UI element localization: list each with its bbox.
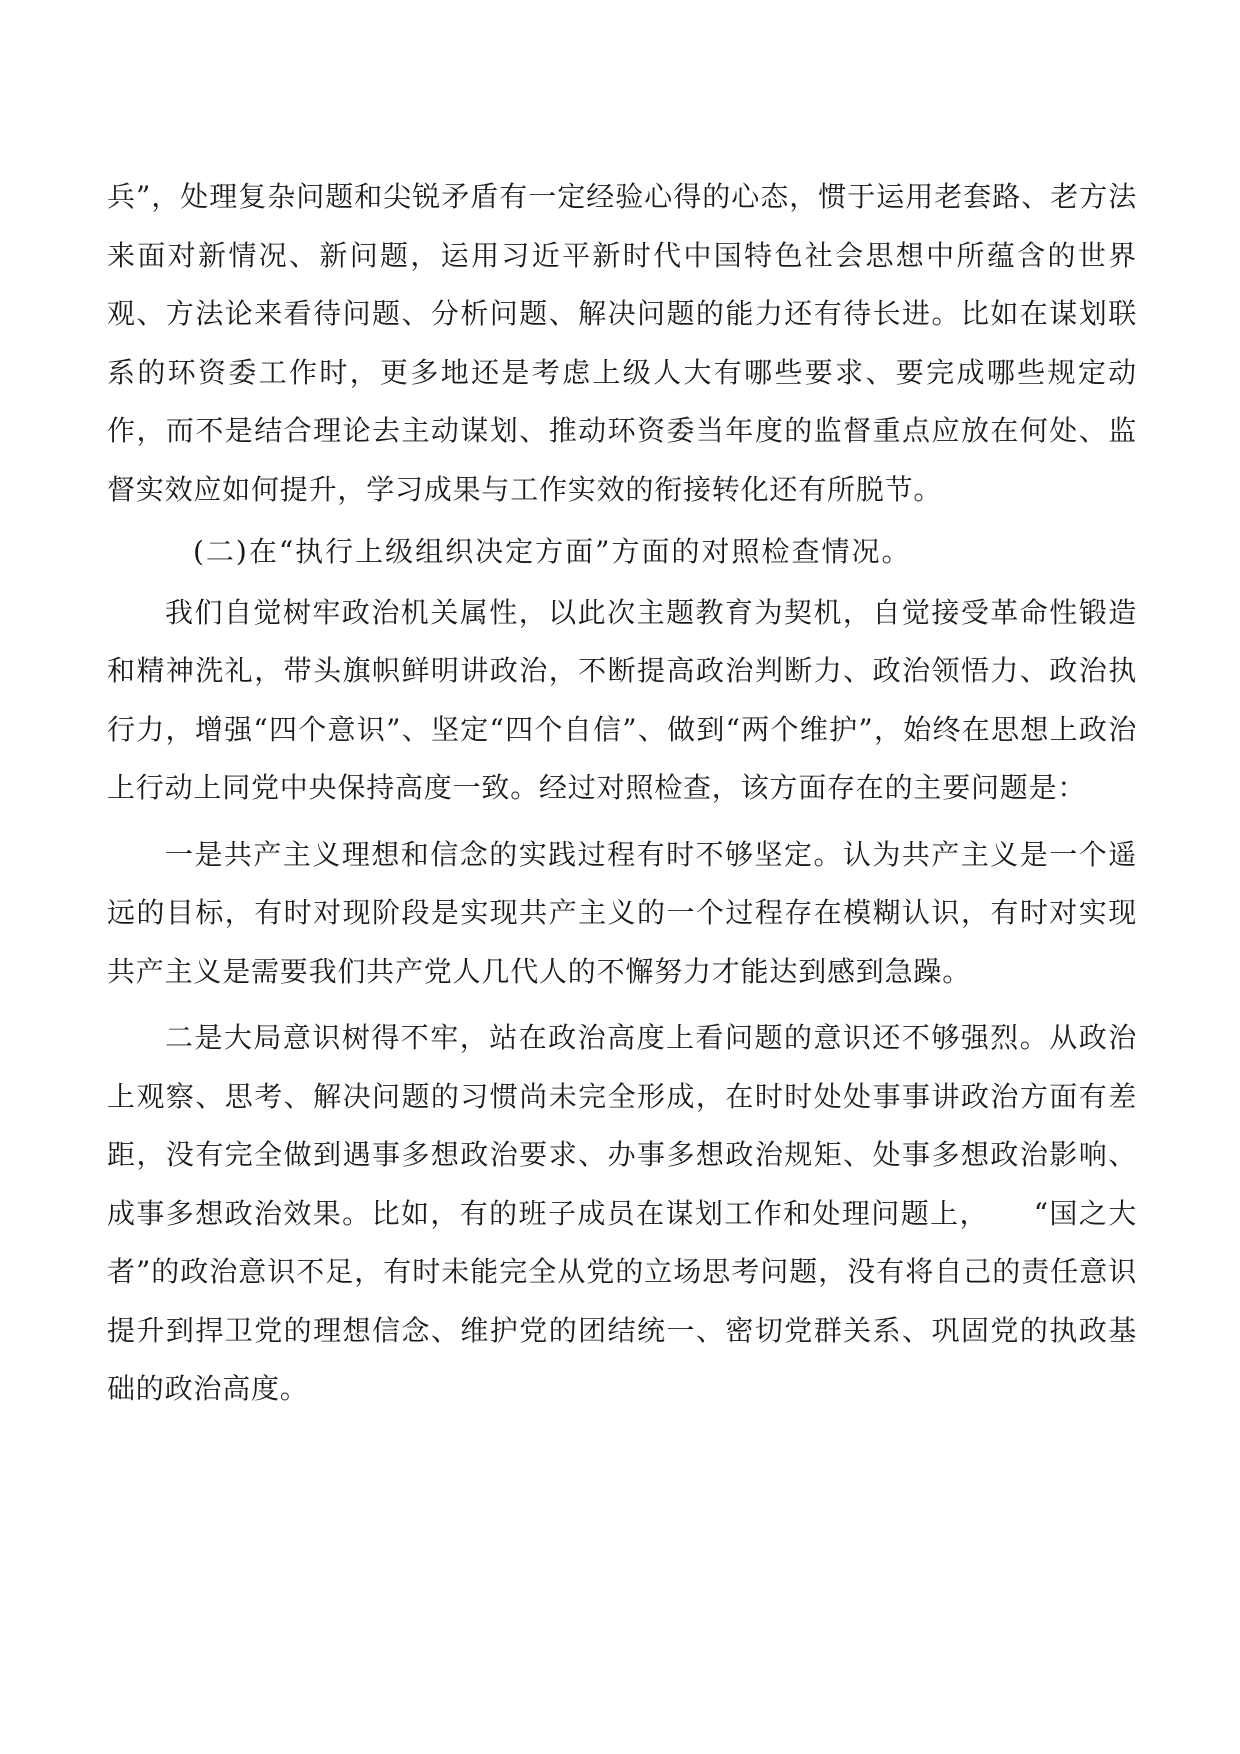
paragraph-point-two: 二是大局意识树得不牢，站在政治高度上看问题的意识还不够强烈。从政治上观察、思考、解决问题的习惯尚未完全形成，在时时处处事事讲政治方面有差距，没有完全做到遇事多想政治要求、办事多想政治规矩、处事多想政治影响、成事多想政治效果。比如，有的班子成员在谋划工作和处理问题上， “国之大者”的政治意识不足，有时未能完全从党的立场思考问题，没有将自己的责任意识提升到捍卫党的理想信念、维护党的团结统一、密切党群关系、巩固党的执政基础的政治高度。 bbox=[107, 1021, 1137, 1405]
paragraph-continued: 兵”，处理复杂问题和尖锐矛盾有一定经验心得的心态，惯于运用老套路、老方法来面对新情况、新问题，运用习近平新时代中国特色社会思想中所蕴含的世界观、方法论来看待问题、分析问题、解决问题的能力还有待长进。比如在谋划联系的环资委工作时，更多地还是考虑上级人大有哪些要求、要完成哪些规定动作，而不是结合理论去主动谋划、推动环资委当年度的监督重点应放在何处、监督实效应如何提升，学习成果与工作实效的衔接转化还有所脱节。 bbox=[107, 180, 1137, 506]
paragraph-intro: 我们自觉树牢政治机关属性，以此次主题教育为契机，自觉接受革命性锻造和精神洗礼，带头旗帜鲜明讲政治，不断提高政治判断力、政治领悟力、政治执行力，增强“四个意识”、坚定“四个自信”、做到“两个维护”，始终在思想上政治上行动上同党中央保持高度一致。经过对照检查，该方面存在的主要问题是： bbox=[107, 595, 1137, 804]
document-body bbox=[107, 168, 1137, 1419]
section-heading: (二)在“执行上级组织决定方面”方面的对照检查情况。 bbox=[193, 535, 912, 568]
paragraph-point-one: 一是共产主义理想和信念的实践过程有时不够坚定。认为共产主义是一个遥远的目标，有时对现阶段是实现共产主义的一个过程存在模糊认识，有时对实现共产主义是需要我们共产党人几代人的不懈努力才能达到感到急躁。 bbox=[107, 837, 1137, 988]
